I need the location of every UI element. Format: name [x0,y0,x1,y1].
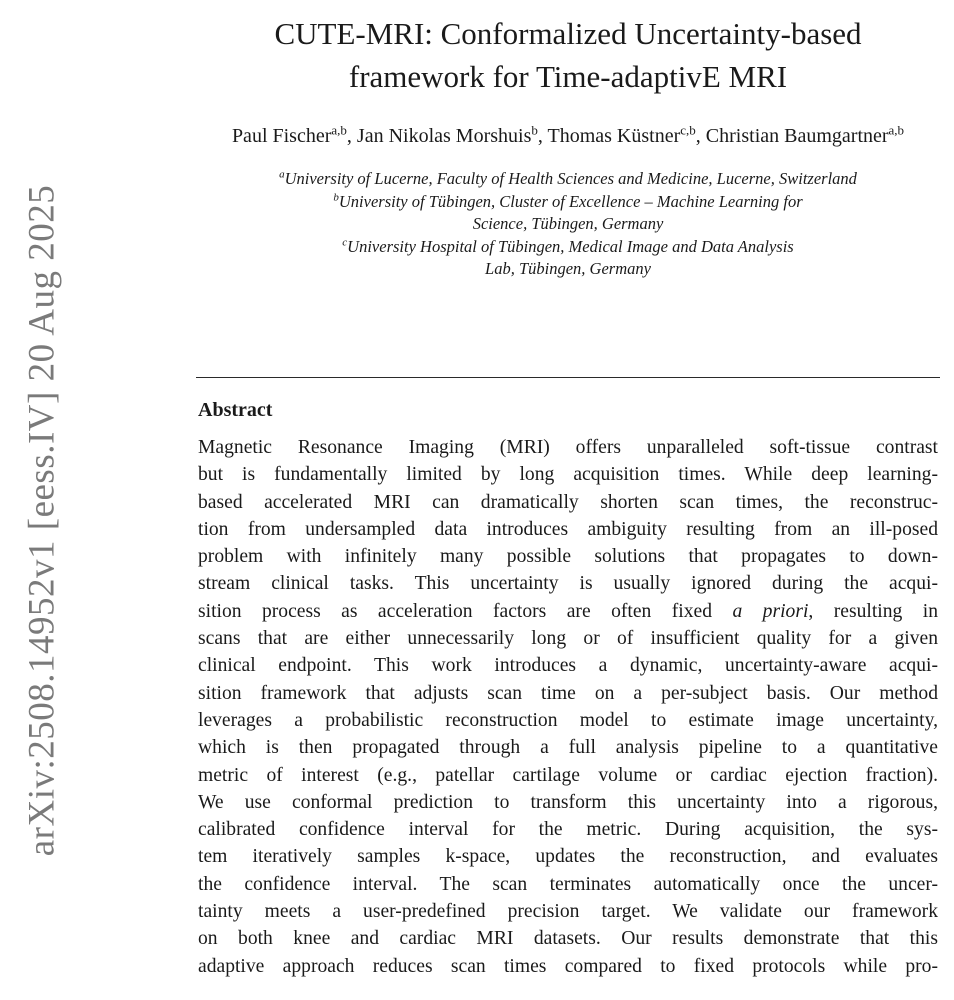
affiliation-mark: c [342,236,348,248]
paper-header [196,12,940,281]
affiliation-text: University of Tübingen, Cluster of Excellence – Machine Learning for [338,191,803,211]
author-separator: , [695,125,706,147]
abstract-line: based accelerated MRI can dramatically shorten scan times, the reconstruc- [198,491,938,513]
abstract-line: leverages a probabilistic reconstruction model to estimate image uncertainty, [198,709,938,731]
affiliation-list [196,168,940,281]
abstract-line: stream clinical tasks. This uncertainty is usually ignored during the acqui- [198,573,938,595]
abstract-body [198,434,938,980]
author-separator: , [346,125,357,147]
abstract-section [198,396,938,980]
abstract-line: calibrated confidence interval for the metric. During acquisition, the sys- [198,819,938,841]
abstract-line: tainty meets a user-predefined precision target. We validate our framework [198,901,938,923]
affiliation-item [196,236,940,281]
abstract-line: on both knee and cardiac MRI datasets. Our results demonstrate that this [198,928,938,950]
abstract-line: the confidence interval. The scan terminates automatically once the uncer- [198,873,938,895]
author-name: Paul Fischer [231,125,332,147]
abstract-line: tem iteratively samples k-space, updates the reconstruction, and evaluates [198,846,938,868]
abstract-emphasis: a priori [732,600,809,622]
abstract-line: problem with infinitely many possible solutions that propagates to down- [198,546,938,568]
abstract-line: metric of interest (e.g., patellar cartilage volume or cardiac ejection fraction). [198,764,938,786]
abstract-line: sition framework that adjusts scan time on a per-subject basis. Our method [198,682,938,704]
abstract-line: scans that are either unnecessarily long or of insufficient quality for a given [198,628,938,650]
author-affiliation-mark: b [531,122,538,138]
abstract-heading: Abstract [198,399,273,421]
author-list [196,122,940,150]
arxiv-identifier-stamp [14,150,70,890]
author-affiliation-mark: a,b [888,122,905,138]
abstract-line: adaptive approach reduces scan times compared to fixed protocols while pro- [198,955,938,977]
affiliation-mark: a [279,168,285,181]
author-name: Christian Baumgartner [705,125,889,147]
affiliation-item [196,168,940,191]
author-affiliation-mark: a,b [331,122,347,138]
author-separator: , [537,125,548,147]
paper-title-line-2: framework for Time-adaptivE MRI [348,59,788,94]
affiliation-text-continued: Science, Tübingen, Germany [472,214,664,233]
affiliation-item [196,191,940,236]
header-divider [196,377,940,378]
paper-title [196,12,940,98]
arxiv-identifier-text: arXiv:2508.14952v1 [eess.IV] 20 Aug 2025 [21,184,63,856]
abstract-line-start: sition process as acceleration factors are often fixed [198,600,733,622]
abstract-line-end: , resulting in [808,600,938,622]
abstract-line: which is then propagated through a full analysis pipeline to a quantitative [198,737,938,759]
affiliation-text-continued: Lab, Tübingen, Germany [485,259,651,278]
abstract-line: We use conformal prediction to transform this uncertainty into a rigorous, [198,791,938,813]
author-name: Jan Nikolas Morshuis [356,125,532,147]
abstract-line: clinical endpoint. This work introduces a dynamic, uncertainty-aware acqui- [198,655,938,677]
abstract-line: but is fundamentally limited by long acquisition times. While deep learning- [198,464,938,486]
affiliation-text: University of Lucerne, Faculty of Health Sciences and Medicine, Lucerne, Switzerland [284,169,857,188]
affiliation-mark: b [333,191,339,203]
paper-title-line-1: CUTE-MRI: Conformalized Uncertainty-based [274,16,862,51]
affiliation-text: University Hospital of Tübingen, Medical Image and Data Analysis [347,236,794,256]
author-name: Thomas Küstner [547,125,681,147]
abstract-line: Magnetic Resonance Imaging (MRI) offers unparalleled soft-tissue contrast [198,437,938,458]
abstract-line: tion from undersampled data introduces ambiguity resulting from an ill-posed [198,518,938,540]
author-affiliation-mark: c,b [680,122,696,138]
abstract-line-with-emphasis [198,598,938,625]
